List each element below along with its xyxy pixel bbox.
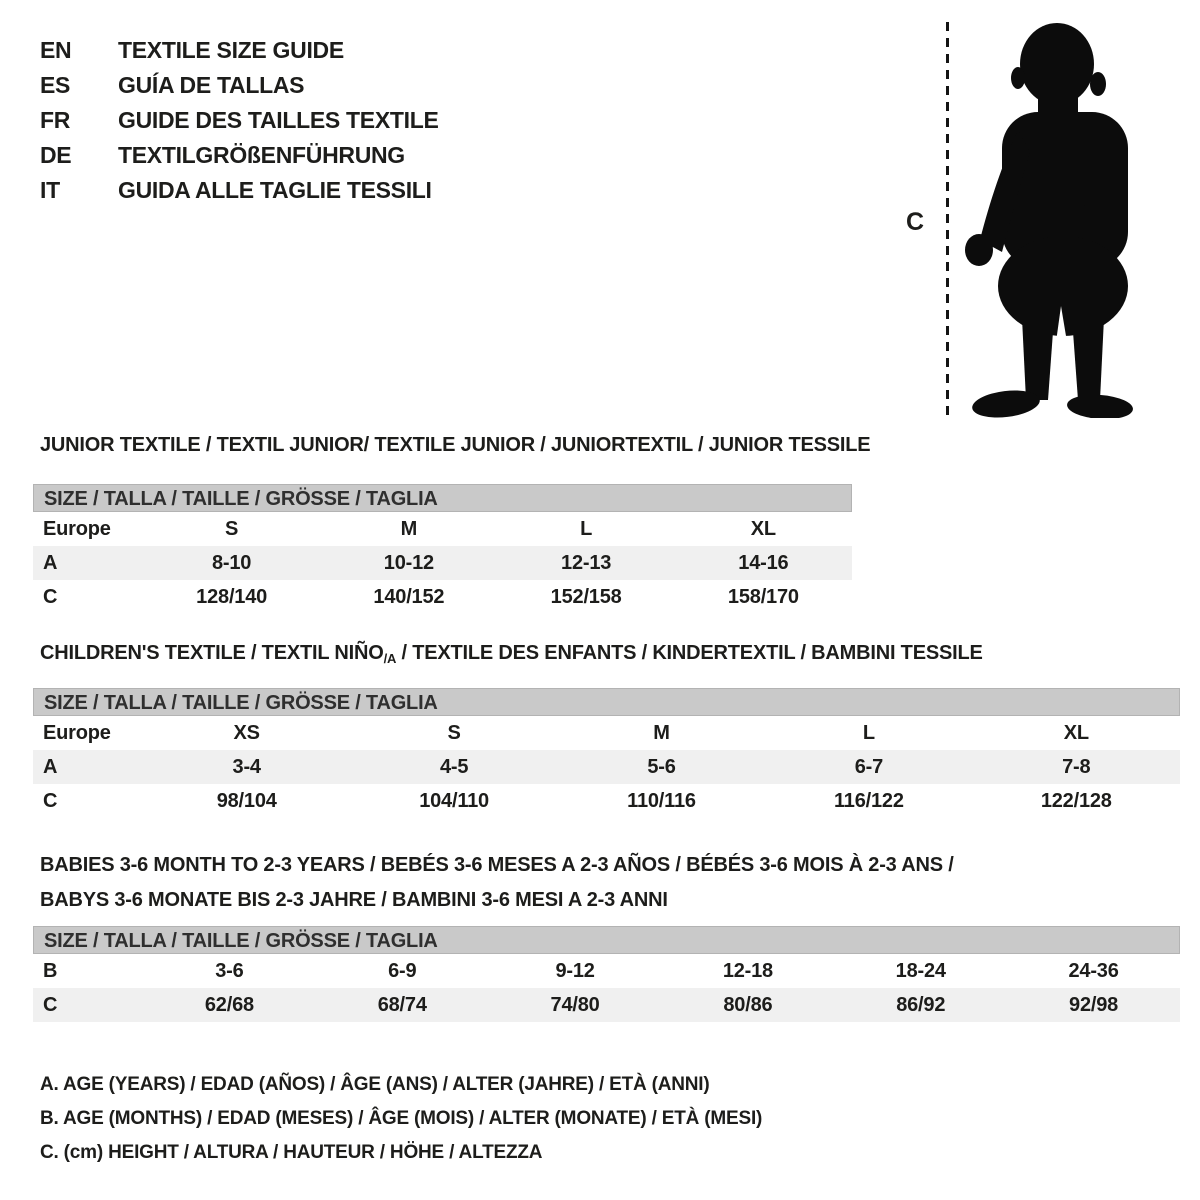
size-cell: XL: [1063, 722, 1089, 744]
size-cell: L: [580, 518, 593, 540]
value-cell: 74/80: [550, 994, 600, 1016]
legend-age-years: A. AGE (YEARS) / EDAD (AÑOS) / ÂGE (ANS) / ALTER (JAHRE) / ETÀ (ANNI): [40, 1074, 710, 1095]
size-header-band: SIZE / TALLA / TAILLE / GRÖSSE / TAGLIA: [33, 688, 1180, 716]
value-cell: 86/92: [896, 994, 946, 1016]
table-row-height: [33, 580, 852, 614]
size-cell: L: [862, 722, 875, 744]
size-cell: XL: [750, 518, 776, 540]
row-label: Europe: [43, 722, 111, 744]
value-cell: 116/122: [833, 790, 904, 812]
language-code: DE: [40, 142, 72, 168]
size-header-band: SIZE / TALLA / TAILLE / GRÖSSE / TAGLIA: [33, 484, 852, 512]
value-cell: 14-16: [738, 552, 789, 574]
row-label: A: [43, 552, 58, 574]
height-dashed-line: [946, 22, 949, 416]
value-cell: 62/68: [204, 994, 254, 1016]
size-cell: M: [653, 722, 670, 744]
table-row-months: [33, 954, 1180, 988]
row-label: C: [43, 586, 58, 608]
value-cell: 3-6: [215, 960, 244, 982]
value-cell: 5-6: [647, 756, 676, 778]
value-cell: 104/110: [419, 790, 489, 812]
language-row-fr: [40, 103, 439, 138]
value-cell: 140/152: [373, 586, 445, 608]
guide-title-es: GUÍA DE TALLAS: [118, 72, 305, 98]
babies-title-line-2: BABYS 3-6 MONATE BIS 2-3 JAHRE / BAMBINI 3-6 MESI A 2-3 ANNI: [40, 889, 668, 911]
children-title-suffix: / TEXTILE DES ENFANTS / KINDERTEXTIL / BAMBINI TESSILE: [396, 642, 983, 664]
table-row-age: [33, 750, 1180, 784]
value-cell: 68/74: [377, 994, 427, 1016]
measure-c-label: C: [906, 208, 925, 236]
language-code: EN: [40, 37, 72, 63]
value-cell: 9-12: [555, 960, 595, 982]
table-row-height: [33, 988, 1180, 1022]
row-label: Europe: [43, 518, 111, 540]
value-cell: 128/140: [196, 586, 268, 608]
table-row-europe: [33, 512, 852, 546]
value-cell: 80/86: [723, 994, 773, 1016]
language-row-es: [40, 68, 439, 103]
value-cell: 12-13: [561, 552, 612, 574]
legend-height-cm: C. (cm) HEIGHT / ALTURA / HAUTEUR / HÖHE / ALTEZZA: [40, 1142, 543, 1163]
language-row-de: [40, 138, 439, 173]
language-list: [40, 33, 439, 208]
toddler-silhouette-icon: [962, 18, 1142, 418]
value-cell: 152/158: [550, 586, 622, 608]
value-cell: 8-10: [212, 552, 252, 574]
measurement-legend: [40, 1068, 762, 1170]
value-cell: 6-9: [388, 960, 417, 982]
row-label: A: [43, 756, 58, 778]
row-label: B: [43, 960, 58, 982]
junior-table-title: JUNIOR TEXTILE / TEXTIL JUNIOR/ TEXTILE JUNIOR / JUNIORTEXTIL / JUNIOR TESSILE: [40, 434, 871, 456]
value-cell: 6-7: [854, 756, 884, 778]
language-code: FR: [40, 107, 71, 133]
size-header-band: SIZE / TALLA / TAILLE / GRÖSSE / TAGLIA: [33, 926, 1180, 954]
size-cell: S: [447, 722, 461, 744]
guide-title-en: TEXTILE SIZE GUIDE: [118, 37, 344, 63]
babies-size-table: [33, 926, 1180, 1022]
row-label: C: [43, 994, 58, 1016]
language-row-en: [40, 33, 439, 68]
table-row-height: [33, 784, 1180, 818]
value-cell: 7-8: [1062, 756, 1091, 778]
children-table-title: [40, 642, 983, 665]
children-title-sub: /A: [383, 651, 397, 666]
value-cell: 24-36: [1068, 960, 1119, 982]
legend-age-months: B. AGE (MONTHS) / EDAD (MESES) / ÂGE (MOIS) / ALTER (MONATE) / ETÀ (MESI): [40, 1108, 763, 1129]
value-cell: 158/170: [727, 586, 799, 608]
guide-title-it: GUIDA ALLE TAGLIE TESSILI: [118, 177, 432, 203]
children-size-table: [33, 688, 1180, 818]
guide-title-de: TEXTILGRÖßENFÜHRUNG: [118, 142, 405, 168]
size-cell: S: [225, 518, 239, 540]
size-cell: XS: [233, 722, 260, 744]
value-cell: 10-12: [383, 552, 434, 574]
value-cell: 98/104: [216, 790, 277, 812]
row-label: C: [43, 790, 58, 812]
value-cell: 12-18: [722, 960, 773, 982]
language-row-it: [40, 173, 439, 208]
language-code: IT: [40, 177, 60, 203]
value-cell: 92/98: [1069, 994, 1119, 1016]
size-cell: M: [400, 518, 418, 540]
junior-size-table: [33, 484, 852, 614]
babies-title-line-1: BABIES 3-6 MONTH TO 2-3 YEARS / BEBÉS 3-6 MESES A 2-3 AÑOS / BÉBÉS 3-6 MOIS À 2-3 ANS /: [40, 854, 954, 876]
value-cell: 122/128: [1040, 790, 1112, 812]
value-cell: 110/116: [627, 790, 696, 812]
babies-table-title: [40, 848, 954, 918]
children-title-prefix: CHILDREN'S TEXTILE / TEXTIL NIÑO: [40, 642, 384, 664]
table-row-europe: [33, 716, 1180, 750]
value-cell: 3-4: [232, 756, 261, 778]
value-cell: 18-24: [895, 960, 946, 982]
table-row-age: [33, 546, 852, 580]
guide-title-fr: GUIDE DES TAILLES TEXTILE: [118, 107, 439, 133]
value-cell: 4-5: [439, 756, 469, 778]
language-code: ES: [40, 72, 71, 98]
